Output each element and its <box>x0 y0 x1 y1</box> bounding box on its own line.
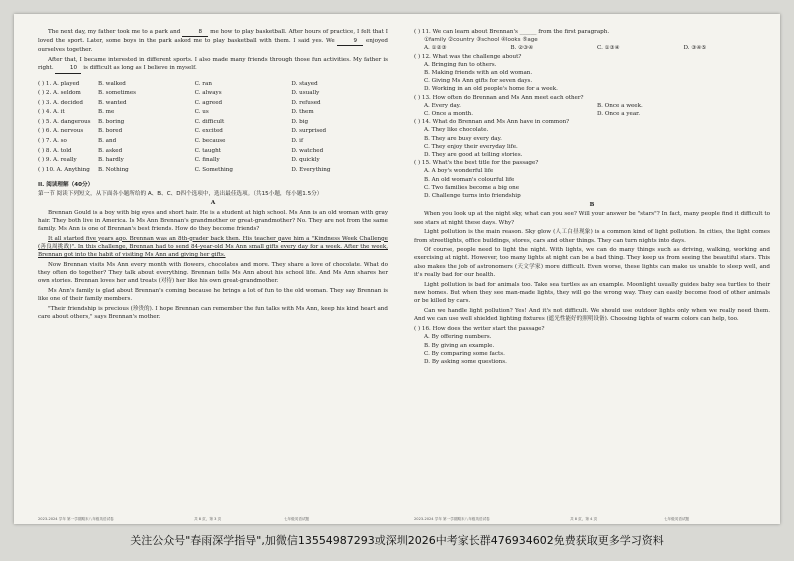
footer-left-page: 共 8 页，第 3 页 <box>194 517 222 521</box>
passage-a-paragraph-2: It all started five years ago. Brennan was an 8th-grader back then. His teacher gave him a "Kindness Week Challenge (善良周挑战)". In this challenge, Brennan had to send 84-year-old Ms Ann small gifts every day for a week. After the week, Brennan got into the habit of visiting Ms Ann and giving her gifts. <box>38 235 388 259</box>
question-15: ( ) 15. What's the best title for the passage? A. A boy's wonderful life B. An old woman's colourful life C. Two families become a big one D. Challenge turns into friendship <box>414 160 539 200</box>
cloze-blank-9: 9 <box>337 37 363 46</box>
cloze-option-row-5: ( ) 5. A. dangerous B. boring C. difficult D. big <box>38 118 309 125</box>
footer-right: 2023-2024 学年 第一学期期末八年级英语试卷 <box>414 517 490 521</box>
section-2-title: II. 阅读理解（40分） <box>38 182 94 189</box>
question-13: ( ) 13. How often do Brennan and Ms Ann meet each other? A. Every day. B. Once a week. C. Once a month. D. Once a year. <box>414 94 643 118</box>
question-16: ( ) 16. How does the writer start the passage? A. By offering numbers. B. By giving an example. C. By comparing some facts. D. By asking some questions. <box>414 326 545 365</box>
section-2-instruction: 第一节 阅读下列短文，从下面各小题所给的 A、B、C、D四个选项中，选出最佳选项。（共15小题，每小题1.5分） <box>38 190 323 197</box>
cloze-option-row-10: ( ) 10. A. Anything B. Nothing C. Something D. Everything <box>38 166 331 173</box>
passage-b-paragraph-2: Light pollution is the main reason. Sky glow (人工白昼现象) is a common kind of light pollution. In cities, the light comes from streetlights, office buildings, stores, cars and other things. They can turn nights into days. <box>414 229 770 244</box>
cloze-option-row-2: ( ) 2. A. seldom B. sometimes C. always D. usually <box>38 90 320 97</box>
cloze-option-row-6: ( ) 6. A. nervous B. bored C. excited D. surprised <box>38 128 327 135</box>
footer-left: 2023-2024 学年 第一学期期末八年级英语试卷 <box>38 517 114 521</box>
passage-a-paragraph-4: Ms Ann's family is glad about Brennan's coming because he brings a lot of fun to the old woman. They say Brennan is like one of their family members. <box>38 287 388 303</box>
cloze-option-row-1: ( ) 1. A. played B. walked C. ran D. stayed <box>38 80 318 87</box>
question-11: ( ) 11. We can learn about Brennan's ______ from the first paragraph. ①family ②country ③school ④looks ⑤age A. ①②③ B. ②③④ C. ①③④ D. ③④⑤ <box>414 29 707 52</box>
cloze-paragraph-2: After that, I became interested in different sports. I also made many friends through those fun activities. My father is right. 10 is difficult as long as I believe in myself. <box>38 56 388 73</box>
question-14: ( ) 14. What do Brennan and Ms Ann have in common? A. They like chocolate. B. They are busy every day. C. They enjoy their everyday life. D. They are good at telling stories. <box>414 119 570 159</box>
passage-a-paragraph-3: Now Brennan visits Ms Ann every month with flowers, chocolates and more. They share a love of chocolate. What do they often do together? They talk about everything. Brennan tells Ms Ann about his school life. And Ms Ann shares her own stories. Brennan loves her and treats (对待) her like his own great-grandmother. <box>38 261 388 285</box>
cloze-option-row-7: ( ) 7. A. so B. and C. because D. if <box>38 138 304 145</box>
passage-b-paragraph-1: When you look up at the night sky, what can you see? Will your answer be "stars"? In fact, many people find it difficult to see stars at night these days. Why? <box>414 211 770 226</box>
cloze-blank-10: 10 <box>55 64 81 73</box>
passage-a-label: A <box>210 200 216 207</box>
question-12: ( ) 12. What was the challenge about? A. Bringing fun to others. B. Making friends with an old woman. C. Giving Ms Ann gifts for seven days. D. Working in an old people's home for a week. <box>414 53 558 93</box>
footer-right-tag: 七年级英语试题 <box>664 517 690 521</box>
footer-right-page: 共 8 页，第 4 页 <box>570 517 598 521</box>
footer-left-tag: 七年级英语试题 <box>284 517 310 521</box>
cloze-option-row-8: ( ) 8. A. told B. asked C. taught D. watched <box>38 147 324 154</box>
cloze-option-row-4: ( ) 4. A. it B. me C. us D. them <box>38 109 314 116</box>
cloze-option-row-3: ( ) 3. A. decided B. wanted C. agreed D. refused <box>38 99 321 106</box>
exam-sheet <box>14 14 780 524</box>
right-column <box>414 28 770 366</box>
passage-b-paragraph-3: Of course, people need to light the night. With lights, we can do many things such as driving, walking, working and exercising at night. However, too many lights at night can be a bad thing. They keep us from seeing the beautiful stars. This also makes the job of astronomers (天文学家) more difficult. Even worse, these lights can make us unable to sleep well, and it's really bad for our health. <box>414 247 770 278</box>
passage-a-paragraph-5: "Their friendship is precious (珍贵的). I hope Brennan can remember the fun talks with Ms Ann, keep his kind heart and care about others," says Brennan's mother. <box>38 305 388 320</box>
cloze-paragraph-1: The next day, my father took me to a park and 8 me how to play basketball. After hours of practice, I felt that I loved the sport. Later, some boys in the park asked me to play basketball with them. I said yes. We 9 enjoyed ourselves together. <box>38 29 389 54</box>
cloze-options <box>38 80 388 176</box>
passage-b-paragraph-5: Can we handle light pollution? Yes! And it's not difficult. We should use outdoor lights only when we really need them. And we can use well shielded lighting fixtures (遮光性能好的照明设备). Choosing lights of warm colors can help, too. <box>414 307 770 322</box>
promo-caption: 关注公众号"春雨深学指导",加微信13554987293或深圳2026中考家长群476934602免费获取更多学习资料 <box>130 534 664 547</box>
passage-a-paragraph-1: Brennan Gould is a boy with big eyes and short hair. He is a student at high school. Ms Ann is an old woman with gray hair. They both live in America. Is Ms Ann Brennan's grandmother or great-grandmother? No. They are not from the same family. Ms Ann is one of Brennan's best friends. How do they become friends? <box>38 209 388 232</box>
cloze-blank-8: 8 <box>182 28 208 37</box>
passage-b-paragraph-4: Light pollution is bad for animals too. Take sea turtles as an example. Moonlight usually guides baby sea turtles to their new homes. But when they see man-made lights, they will go the wrong way. They can easily become food of other animals or be killed by cars. <box>414 281 770 304</box>
passage-b-label: B <box>589 202 595 209</box>
cloze-option-row-9: ( ) 9. A. really B. hardly C. finally D. quickly <box>38 157 320 164</box>
left-column <box>38 28 388 323</box>
